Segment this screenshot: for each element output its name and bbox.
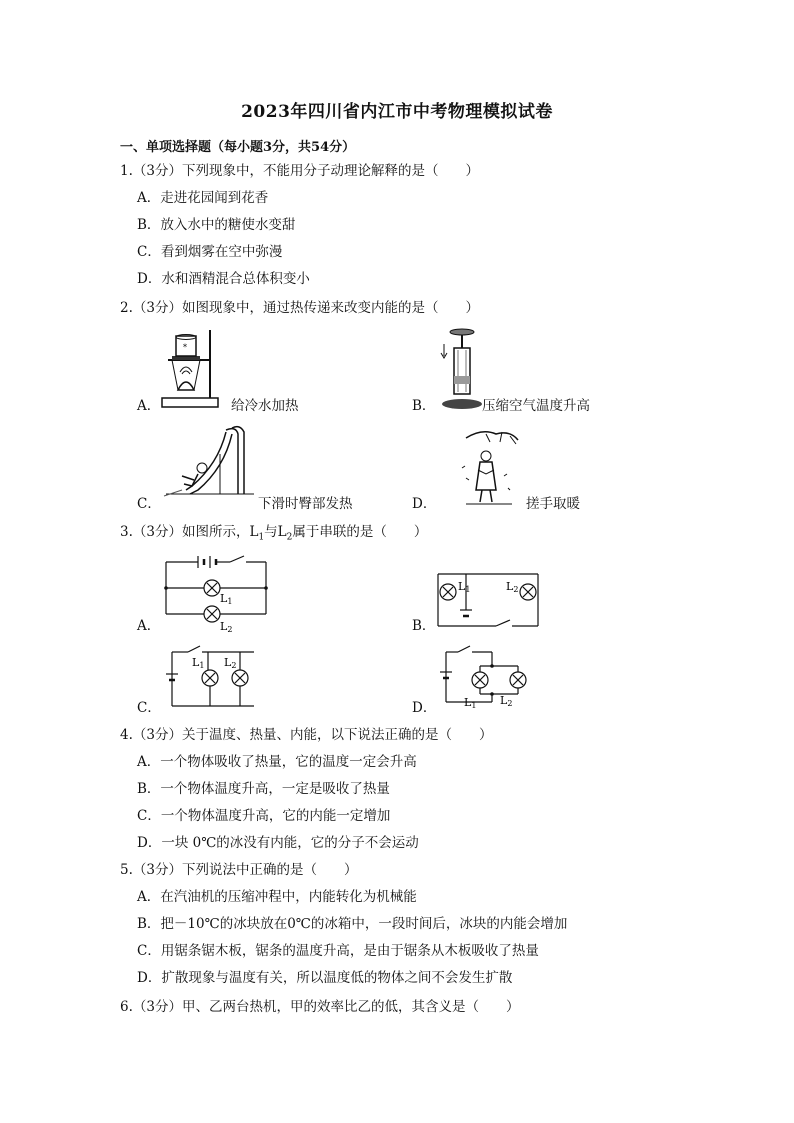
question-3-option-c[interactable]: C． — [137, 700, 161, 716]
question-2-option-b-caption: 压缩空气温度升高 — [482, 398, 590, 414]
question-2-option-d-letter[interactable]: D． — [412, 496, 437, 512]
question-4-stem: 4.（3分）关于温度、热量、内能，以下说法正确的是（ ） — [120, 727, 493, 743]
question-6-stem: 6.（3分）甲、乙两台热机，甲的效率比乙的低，其含义是（ ） — [120, 999, 520, 1015]
question-3-option-b[interactable]: B． — [412, 618, 436, 634]
circuit-b-series — [436, 570, 540, 632]
question-2-option-c-caption: 下滑时臀部发热 — [258, 496, 353, 512]
svg-text:L2: L2 — [506, 580, 519, 594]
question-5-stem: 5.（3分）下列说法中正确的是（ ） — [120, 862, 358, 878]
question-2-option-b-letter[interactable]: B． — [412, 398, 436, 414]
question-2-option-d-caption: 搓手取暖 — [526, 496, 580, 512]
question-3-option-d[interactable]: D． — [412, 700, 437, 716]
question-4-option-a[interactable]: A．一个物体吸收了热量，它的温度一定会升高 — [137, 754, 417, 770]
question-5-option-c[interactable]: C．用锯条锯木板，锯条的温度升高，是由于锯条从木板吸收了热量 — [137, 943, 539, 959]
svg-text:L2: L2 — [220, 620, 233, 634]
svg-text:L2: L2 — [500, 694, 513, 708]
question-1-option-a[interactable]: A．走进花园闻到花香 — [137, 190, 269, 206]
question-3-stem: 3.（3分）如图所示，$L_1$与$L_2$属于串联的是（ ） — [120, 524, 428, 543]
circuit-a-parallel — [164, 552, 270, 632]
question-1-stem: 1.（3分）下列现象中，不能用分子动理论解释的是（ ） — [120, 163, 479, 179]
question-4-option-d[interactable]: D．一块 0℃的冰没有内能，它的分子不会运动 — [137, 835, 419, 851]
question-1-option-c[interactable]: C．看到烟雾在空中弥漫 — [137, 244, 283, 260]
circuit-c — [164, 646, 258, 712]
question-1-option-b[interactable]: B．放入水中的糖使水变甜 — [137, 217, 296, 233]
circuit-d — [438, 646, 530, 710]
question-1-option-d[interactable]: D．水和酒精混合总体积变小 — [137, 271, 310, 287]
figure-child-on-slide — [162, 424, 258, 500]
question-4-option-b[interactable]: B．一个物体温度升高，一定是吸收了热量 — [137, 781, 390, 797]
svg-text:*: * — [183, 343, 187, 352]
section-heading: 一、单项选择题（每小题3分，共54分） — [120, 140, 356, 155]
question-3-option-a[interactable]: A． — [137, 618, 161, 634]
figure-rubbing-hands — [456, 428, 522, 508]
svg-text:L1: L1 — [220, 592, 233, 606]
svg-text:L1: L1 — [464, 696, 477, 710]
svg-text:L1: L1 — [192, 656, 205, 670]
question-2-option-a-caption: 给冷水加热 — [231, 398, 299, 414]
page-title: 2023年四川省内江市中考物理模拟试卷 — [241, 102, 553, 122]
question-5-option-d[interactable]: D．扩散现象与温度有关，所以温度低的物体之间不会发生扩散 — [137, 970, 513, 986]
question-2-option-c-letter[interactable]: C． — [137, 496, 161, 512]
question-2-stem: 2.（3分）如图现象中，通过热传递来改变内能的是（ ） — [120, 300, 479, 316]
question-4-option-c[interactable]: C．一个物体温度升高，它的内能一定增加 — [137, 808, 391, 824]
question-2-option-a-letter[interactable]: A． — [137, 398, 161, 414]
question-5-option-b[interactable]: B．把－10℃的冰块放在0℃的冰箱中，一段时间后，冰块的内能会增加 — [137, 916, 568, 932]
question-5-option-a[interactable]: A．在汽油机的压缩冲程中，内能转化为机械能 — [137, 889, 417, 905]
figure-heating-beaker — [158, 328, 238, 410]
svg-text:L2: L2 — [224, 656, 237, 670]
svg-text:L1: L1 — [458, 580, 471, 594]
figure-compression-syringe — [434, 326, 486, 412]
